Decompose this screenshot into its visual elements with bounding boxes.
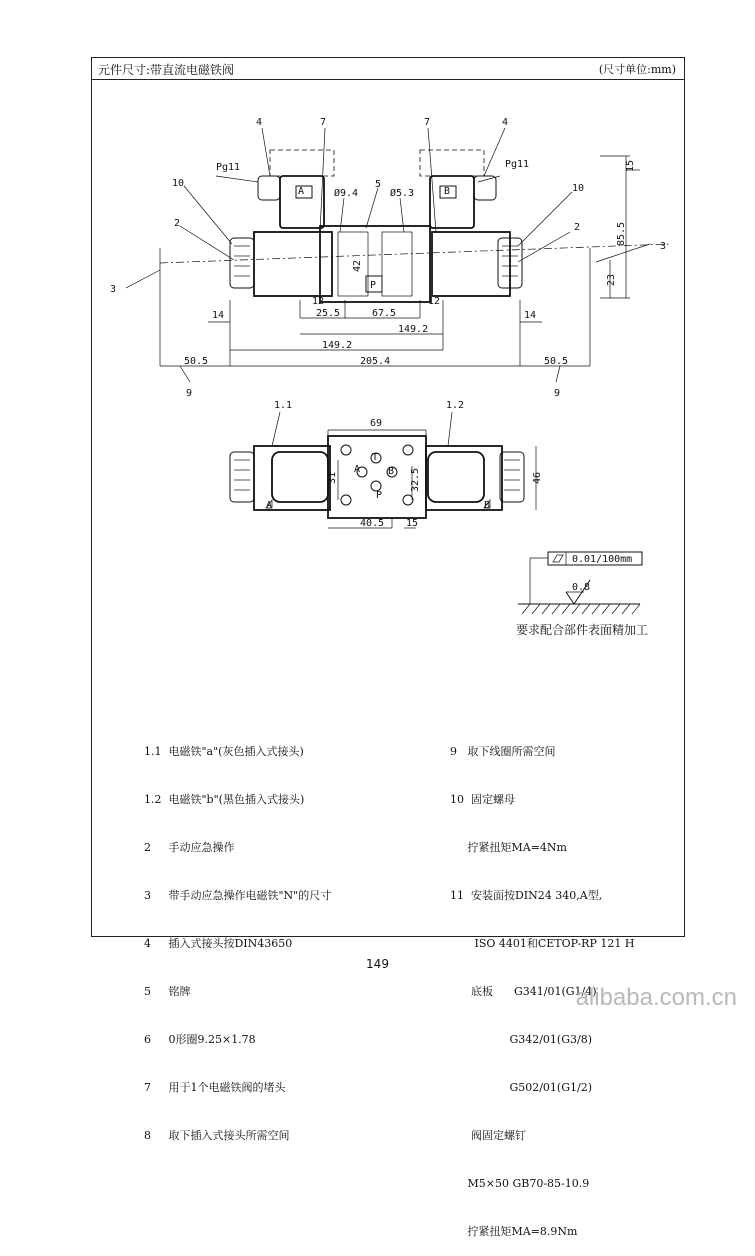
callout-9-left: 9 [186, 388, 193, 399]
corner-mark-a: A [266, 500, 273, 511]
note-item: 7 用于1个电磁铁阀的堵头 [144, 1081, 286, 1094]
note-item: 9 取下线圈所需空间 [450, 745, 556, 758]
dim-14-right: 14 [524, 310, 537, 321]
callout-pg11-left: Pg11 [216, 162, 241, 173]
callout-10-right: 10 [572, 183, 585, 194]
dim-149-2-upper: 149.2 [398, 324, 429, 335]
dim-12-left: 12 [312, 296, 325, 307]
dim-15: 15 [406, 518, 419, 529]
left-nut [230, 238, 254, 288]
note-item: M5×50 GB70-85-10.9 [450, 1177, 590, 1190]
left-connector [280, 176, 324, 228]
dim-23: 23 [606, 273, 617, 286]
note-item: 1.1 电磁铁"a"(灰色插入式接头) [144, 745, 304, 758]
note-item: 3 带手动应急操作电磁铁"N"的尺寸 [144, 889, 332, 902]
dim-50-5-right: 50.5 [544, 356, 569, 367]
note-item: 8 取下插入式接头所需空间 [144, 1129, 290, 1142]
right-connector [430, 176, 474, 228]
dim-15-vertical: 15 [625, 159, 636, 172]
valve-top-view [126, 128, 670, 382]
note-item: G342/01(G3/8) [450, 1033, 593, 1046]
callout-4-right: 4 [502, 117, 509, 128]
port-p-label: P [376, 490, 383, 501]
connector-b-label: B [444, 186, 451, 197]
note-item: 5 铭牌 [144, 985, 191, 998]
surface-note: 要求配合部件表面精加工 [516, 623, 649, 637]
dim-50-5-left: 50.5 [184, 356, 209, 367]
port-b-label: B [388, 466, 395, 477]
callout-5: 5 [375, 179, 382, 190]
port-a-label: A [354, 464, 361, 475]
corner-mark-b: B [484, 500, 491, 511]
dim-12-right: 12 [428, 296, 441, 307]
callout-2-left: 2 [174, 218, 181, 229]
flatness-value: 0.01/100mm [572, 554, 633, 565]
callout-7-left: 7 [320, 117, 327, 128]
center-line [160, 244, 670, 263]
note-item: 阀固定螺钉 [450, 1129, 526, 1142]
dia-5-3: Ø5.3 [390, 188, 415, 199]
callout-1-2: 1.2 [446, 400, 465, 411]
top-view-labels [110, 117, 666, 399]
watermark: alibaba.com.cn [575, 984, 737, 1011]
callout-pg11-right: Pg11 [505, 159, 530, 170]
note-item: 2 手动应急操作 [144, 841, 235, 854]
note-item: 6 0形圈9.25×1.78 [144, 1033, 256, 1046]
unit-label: (尺寸单位:mm) [598, 63, 676, 76]
note-item: 拧紧扭矩MA=4Nm [450, 841, 567, 854]
surface-spec [518, 552, 642, 614]
note-item: 底板 G341/01(G1/4) [450, 985, 597, 998]
dim-32-5: 32.5 [410, 467, 421, 492]
callout-4-left: 4 [256, 117, 263, 128]
port-t-label: T [372, 452, 379, 463]
dim-149-2-lower: 149.2 [322, 340, 353, 351]
callout-1-1: 1.1 [274, 400, 293, 411]
callout-3-right: 3 [660, 241, 667, 252]
valve-bottom-view [230, 412, 536, 528]
dim-85-5: 85.5 [616, 221, 627, 246]
dim-42: 42 [352, 259, 363, 272]
note-item: 10 固定螺母 [450, 793, 515, 806]
callout-7-right: 7 [424, 117, 431, 128]
dim-69: 69 [370, 418, 383, 429]
note-item: ISO 4401和CETOP-RP 121 H [450, 937, 635, 950]
connector-a-label: A [298, 186, 305, 197]
dia-9-4: Ø9.4 [334, 188, 359, 199]
bolt-hole [341, 495, 351, 505]
nameplate-p-label: P [370, 280, 377, 291]
callout-9-right: 9 [554, 388, 561, 399]
dim-25-5: 25.5 [316, 308, 341, 319]
dim-31: 31 [327, 471, 338, 484]
callout-10-left: 10 [172, 178, 185, 189]
page-number: 149 [366, 957, 389, 971]
callout-2-right: 2 [574, 222, 581, 233]
note-item: 11 安装面按DIN24 340,A型, [450, 889, 603, 902]
notes-left [144, 712, 331, 1160]
bolt-hole [341, 445, 351, 455]
note-item: 4 插入式接头按DIN43650 [144, 937, 293, 950]
dim-40-5: 40.5 [360, 518, 385, 529]
dim-14-left: 14 [212, 310, 225, 321]
drawing-title: 元件尺寸:带直流电磁铁阀 [98, 63, 235, 77]
dim-205-4: 205.4 [360, 356, 391, 367]
bolt-hole [403, 445, 413, 455]
dim-46: 46 [532, 471, 543, 484]
note-item: 1.2 电磁铁"b"(黑色插入式接头) [144, 793, 305, 806]
roughness-value: 0.8 [572, 582, 591, 593]
dim-67-5: 67.5 [372, 308, 397, 319]
bolt-hole [403, 495, 413, 505]
note-item: 拧紧扭矩MA=8.9Nm [450, 1225, 578, 1238]
note-item: G502/01(G1/2) [450, 1081, 593, 1094]
callout-3-left: 3 [110, 284, 117, 295]
